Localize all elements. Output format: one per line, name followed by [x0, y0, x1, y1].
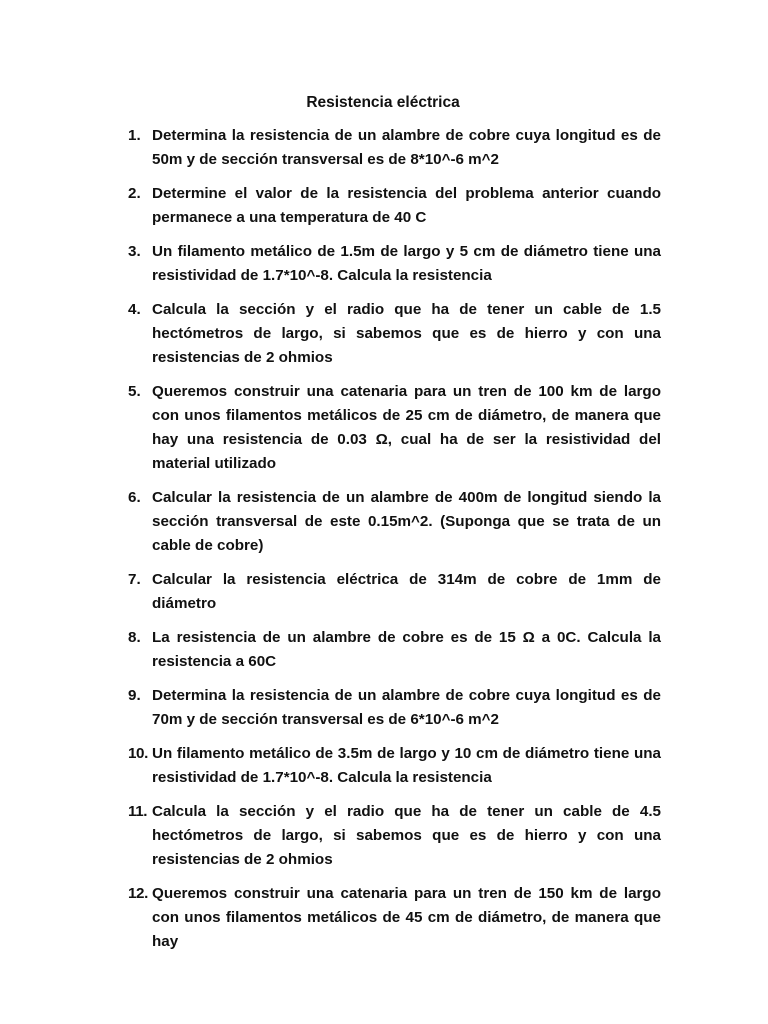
problem-list	[128, 124, 661, 964]
problem-item	[128, 568, 661, 616]
problem-text: Queremos construir una catenaria para un tren de 150 km de largo con unos filamentos metálicos de 45 cm de diámetro, de manera que hay	[152, 885, 661, 950]
problem-number: 3.	[128, 243, 141, 260]
problem-text: Calcula la sección y el radio que ha de tener un cable de 1.5 hectómetros de largo, si sabemos que es de hierro y con una resistencias de 2 ohmios	[152, 301, 661, 366]
problem-item	[128, 298, 661, 370]
problem-number: 10.	[128, 745, 148, 762]
problem-number: 8.	[128, 629, 141, 646]
problem-number: 9.	[128, 687, 141, 704]
problem-item	[128, 182, 661, 230]
problem-item	[128, 486, 661, 558]
problem-text: Calcular la resistencia de un alambre de 400m de longitud siendo la sección transversal de este 0.15m^2. (Suponga que se trata de un cable de cobre)	[152, 489, 661, 554]
problem-item	[128, 882, 661, 954]
problem-item	[128, 684, 661, 732]
problem-number: 11.	[128, 803, 148, 820]
problem-item	[128, 240, 661, 288]
problem-item	[128, 626, 661, 674]
problem-item	[128, 380, 661, 476]
problem-item	[128, 124, 661, 172]
problem-text: Determina la resistencia de un alambre de cobre cuya longitud es de 50m y de sección transversal es de 8*10^-6 m^2	[152, 127, 661, 168]
problem-text: Queremos construir una catenaria para un tren de 100 km de largo con unos filamentos metálicos de 25 cm de diámetro, de manera que hay una resistencia de 0.03 Ω, cual ha de ser la resistividad del material utilizado	[152, 383, 661, 472]
problem-text: Un filamento metálico de 3.5m de largo y 10 cm de diámetro tiene una resistividad de 1.7*10^-8. Calcula la resistencia	[152, 745, 661, 786]
problem-text: Calcula la sección y el radio que ha de tener un cable de 4.5 hectómetros de largo, si sabemos que es de hierro y con una resistencias de 2 ohmios	[152, 803, 661, 868]
problem-text: Calcular la resistencia eléctrica de 314m de cobre de 1mm de diámetro	[152, 571, 661, 612]
problem-text: Un filamento metálico de 1.5m de largo y 5 cm de diámetro tiene una resistividad de 1.7*10^-8. Calcula la resistencia	[152, 243, 661, 284]
document-title: Resistencia eléctrica	[306, 94, 460, 111]
problem-text: Determine el valor de la resistencia del problema anterior cuando permanece a una temperatura de 40 C	[152, 185, 661, 226]
problem-item	[128, 742, 661, 790]
problem-number: 1.	[128, 127, 141, 144]
problem-number: 4.	[128, 301, 141, 318]
problem-number: 6.	[128, 489, 141, 506]
problem-number: 7.	[128, 571, 141, 588]
problem-number: 12.	[128, 885, 148, 902]
problem-text: La resistencia de un alambre de cobre es de 15 Ω a 0C. Calcula la resistencia a 60C	[152, 629, 661, 670]
problem-item	[128, 800, 661, 872]
problem-number: 2.	[128, 185, 141, 202]
problem-number: 5.	[128, 383, 141, 400]
problem-text: Determina la resistencia de un alambre de cobre cuya longitud es de 70m y de sección transversal es de 6*10^-6 m^2	[152, 687, 661, 728]
